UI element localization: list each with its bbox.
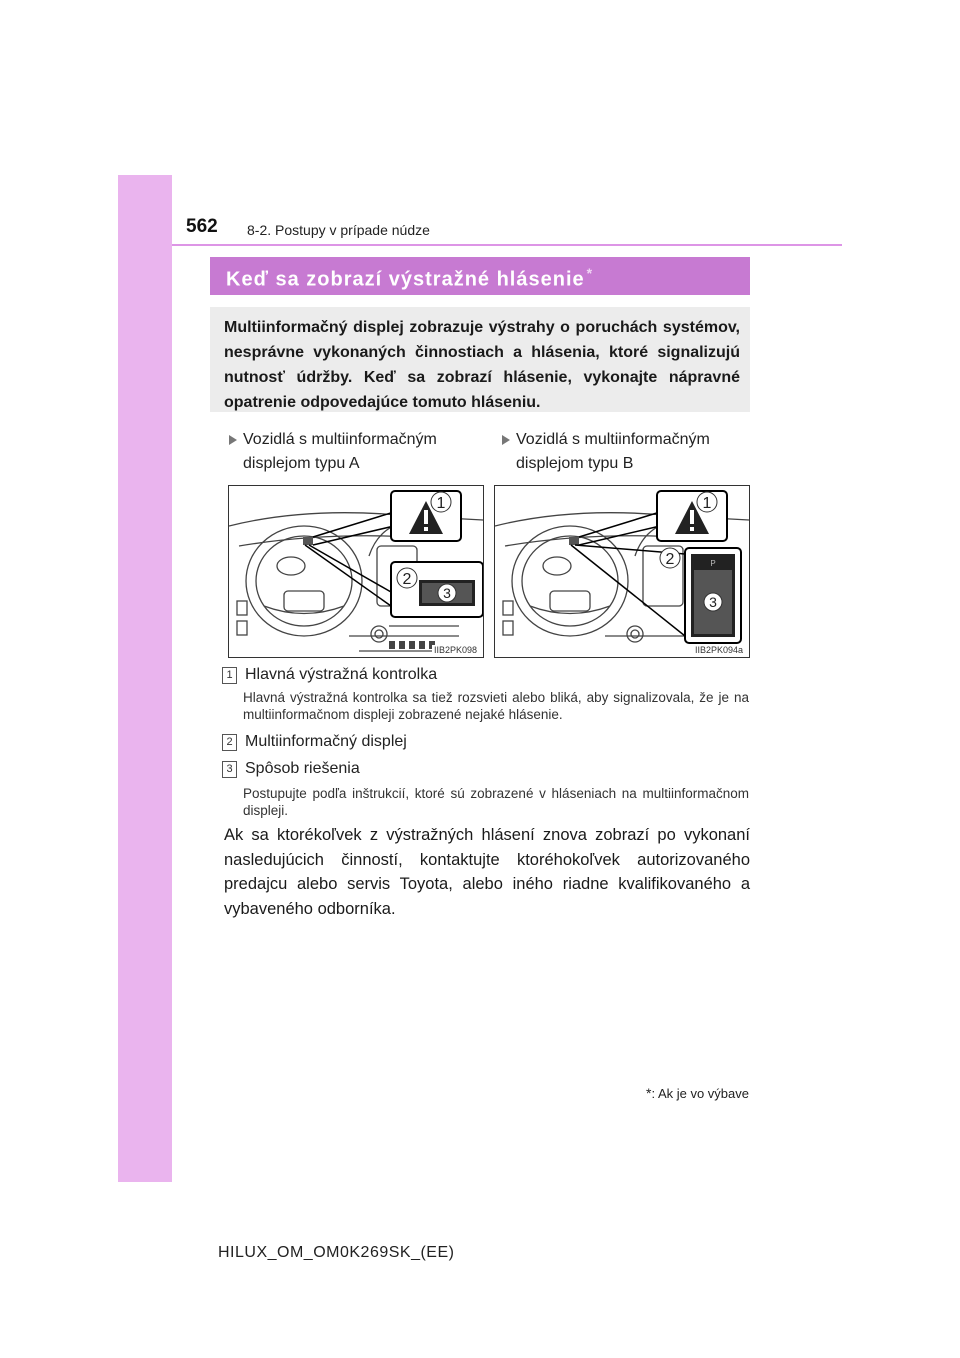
dashboard-illustration-a <box>229 486 483 657</box>
page-number: 562 <box>186 216 218 237</box>
figure-code: IIB2PK094a <box>694 645 743 655</box>
svg-text:2: 2 <box>665 551 675 568</box>
item-number-badge: 3 <box>222 761 237 778</box>
dashboard-illustration-b <box>495 486 749 657</box>
callout-2 <box>397 568 417 588</box>
callout-1 <box>697 492 717 512</box>
variant-a-label: Vozidlá s multiinformačným displejom typu A <box>229 428 464 476</box>
callout-2 <box>660 548 680 568</box>
asterisk-mark: * <box>586 265 594 281</box>
callout-3 <box>438 584 456 602</box>
document-code-footer: HILUX_OM_OM0K269SK_(EE) <box>218 1244 455 1261</box>
section-heading-bar <box>210 257 750 295</box>
svg-text:3: 3 <box>443 585 451 601</box>
section-heading: Keď sa zobrazí výstražné hlásenie * <box>226 265 594 291</box>
footnote: *: Ak je vo výbave <box>645 1085 749 1101</box>
legend-item-1-desc: Hlavná výstražná kontrolka sa tiež rozsvieti alebo bliká, aby signalizovala, že je na multiinformačnom displeji zobrazené nejaké hlásenie. <box>243 690 749 722</box>
legend-item-1: 1 Hlavná výstražná kontrolka <box>222 666 437 684</box>
intro-box: Multiinformačný displej zobrazuje výstrahy o poruchách systémov, nesprávne vykonaných činnostiach a hlásenia, ktoré signalizujú nutnosť údržby. Keď sa zobrazí hlásenie, vykonajte nápravné opatrenie odpovedajúce tomuto hláseniu. <box>210 307 750 412</box>
svg-text:1: 1 <box>436 495 446 512</box>
header-divider <box>172 244 842 246</box>
bullet-arrow-icon <box>502 435 510 445</box>
callout-1 <box>431 492 451 512</box>
figure-type-a <box>228 485 484 658</box>
figure-code: IIB2PK098 <box>433 645 477 655</box>
section-title: 8-2. Postupy v prípade núdze <box>247 222 430 238</box>
svg-text:1: 1 <box>702 495 712 512</box>
chapter-sidebar-tab <box>118 175 172 1182</box>
svg-text:3: 3 <box>709 594 717 610</box>
figure-type-b <box>494 485 750 658</box>
legend-item-3-desc: Postupujte podľa inštrukcií, ktoré sú zobrazené v hláseniach na multiinformačnom displeji. <box>243 786 749 818</box>
callout-3 <box>704 593 722 611</box>
legend-item-3: 3 Spôsob riešenia <box>222 760 360 778</box>
svg-text:2: 2 <box>402 571 412 588</box>
variant-b-label: Vozidlá s multiinformačným displejom typu B <box>502 428 737 476</box>
body-paragraph: Ak sa ktorékoľvek z výstražných hlásení znova zobrazí po vykonaní nasledujúcich činností, kontaktujte ktoréhokoľvek autorizovaného predajcu alebo servis Toyota, alebo iného riadne kvalifikovaného a vybaveného odborníka. <box>224 826 750 918</box>
asterisk-mark: * <box>645 1085 652 1101</box>
svg-text:P: P <box>710 559 716 568</box>
legend-item-2: 2 Multiinformačný displej <box>222 733 407 751</box>
bullet-arrow-icon <box>229 435 237 445</box>
item-number-badge: 2 <box>222 734 237 751</box>
item-number-badge: 1 <box>222 667 237 684</box>
